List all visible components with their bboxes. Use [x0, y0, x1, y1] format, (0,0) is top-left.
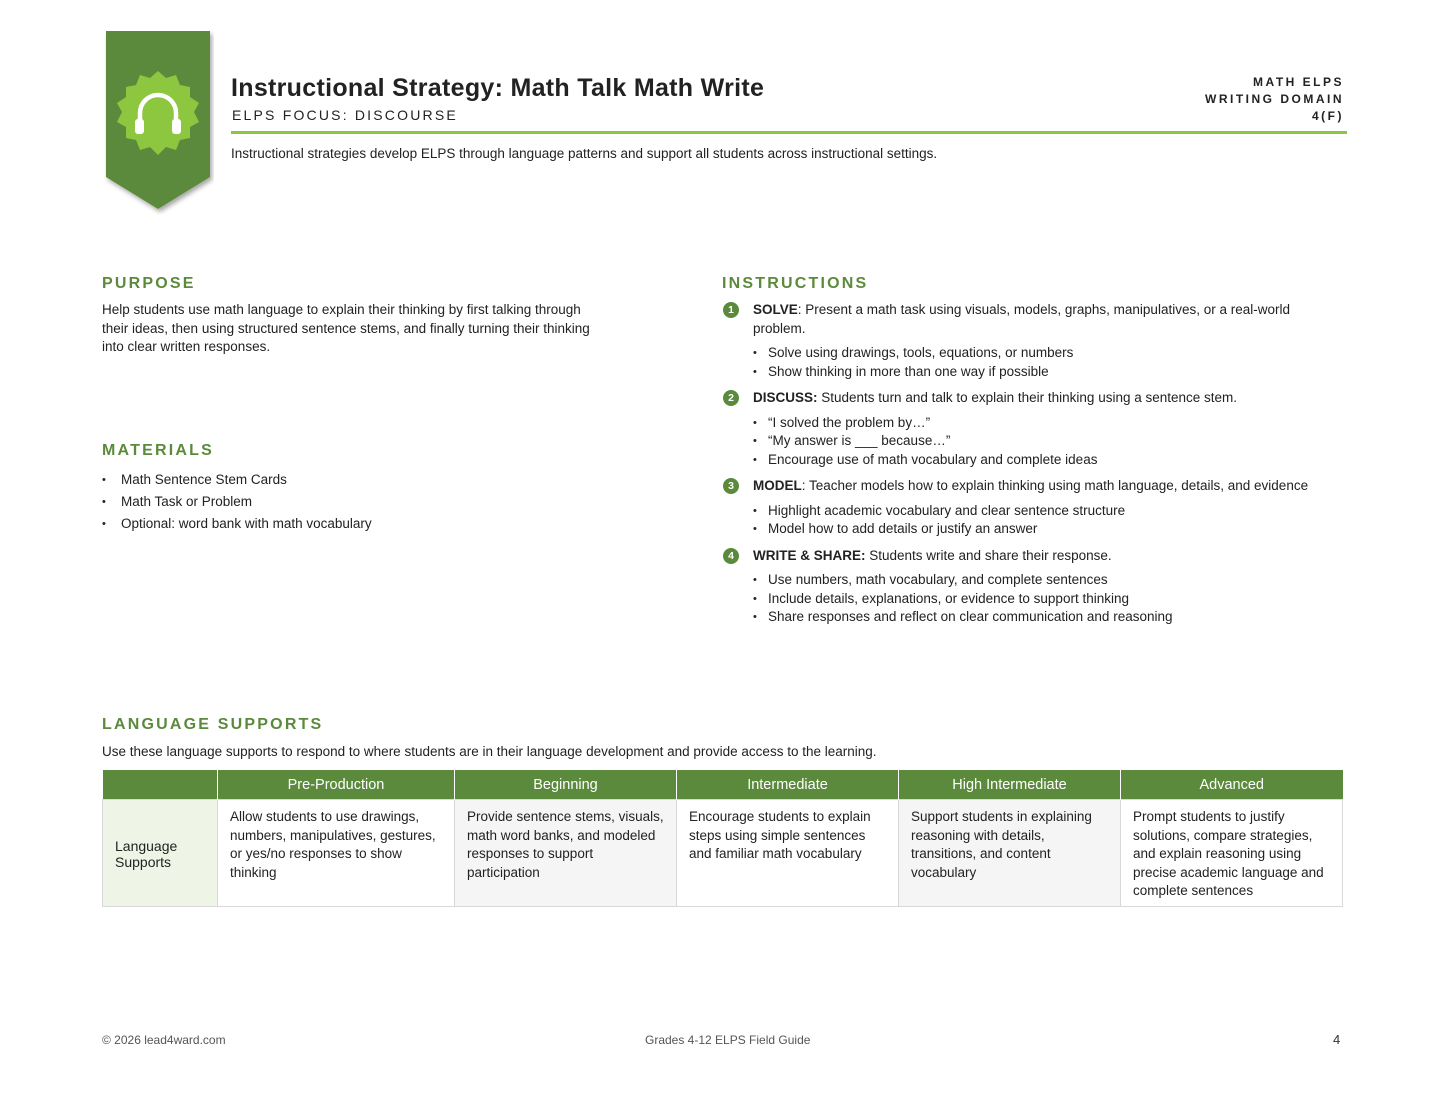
- step-bullets: [753, 344, 1342, 381]
- step-description: Students turn and talk to explain their thinking using a sentence stem.: [817, 390, 1238, 405]
- list-item: • Highlight academic vocabulary and clear sentence structure: [753, 502, 1342, 521]
- table-cell: Support students in explaining reasoning with details, transitions, and content vocabulary: [899, 800, 1121, 907]
- step-solve: [722, 301, 1342, 381]
- intro-text: Instructional strategies develop ELPS through language patterns and support all students across instructional settings.: [231, 146, 938, 161]
- step-bullets: [753, 571, 1342, 627]
- step-bullets: [753, 502, 1342, 539]
- purpose-text: Help students use math language to explain their thinking by first talking through their ideas, then using structured sentence stems, and finally turning their thinking into clear written responses.: [102, 302, 590, 354]
- list-item: • Model how to add details or justify an answer: [753, 520, 1342, 539]
- domain-tag-line: WRITING DOMAIN: [1205, 92, 1344, 106]
- list-item: • Show thinking in more than one way if possible: [753, 363, 1342, 382]
- domain-tag: [1205, 74, 1344, 125]
- table-cell: Encourage students to explain steps using simple sentences and familiar math vocabulary: [677, 800, 899, 907]
- step-text: [753, 477, 1342, 496]
- list-item: • Share responses and reflect on clear communication and reasoning: [753, 608, 1342, 627]
- column-header: High Intermediate: [899, 770, 1121, 800]
- list-item: • Math Sentence Stem Cards: [102, 469, 372, 491]
- row-label: Language Supports: [103, 800, 218, 907]
- list-item: • Math Task or Problem: [102, 491, 372, 513]
- list-item: • Include details, explanations, or evidence to support thinking: [753, 590, 1342, 609]
- step-text: [753, 301, 1342, 338]
- domain-tag-line: 4(F): [1312, 109, 1344, 123]
- table-cell: Prompt students to justify solutions, compare strategies, and explain reasoning using precise academic language and complete sentences: [1121, 800, 1343, 907]
- step-label: SOLVE: [753, 302, 798, 317]
- column-header: Pre-Production: [218, 770, 455, 800]
- step-label: MODEL: [753, 478, 802, 493]
- step-text: [753, 547, 1342, 566]
- list-item: • Encourage use of math vocabulary and complete ideas: [753, 451, 1342, 470]
- step-label: DISCUSS:: [753, 390, 818, 405]
- guide-title: Grades 4-12 ELPS Field Guide: [645, 1033, 811, 1047]
- table-header-row: [103, 770, 1343, 800]
- materials-list: [102, 469, 372, 535]
- language-supports-heading: LANGUAGE SUPPORTS: [102, 716, 324, 733]
- table-cell: Allow students to use drawings, numbers, manipulatives, gestures, or yes/no responses to show thinking: [218, 800, 455, 907]
- purpose-heading: PURPOSE: [102, 275, 196, 292]
- elps-focus-subtitle: ELPS FOCUS: DISCOURSE: [232, 107, 458, 123]
- column-header: Advanced: [1121, 770, 1343, 800]
- language-supports-table: [102, 770, 1343, 907]
- step-discuss: [722, 389, 1342, 469]
- list-item: • Optional: word bank with math vocabulary: [102, 513, 372, 535]
- step-write-share: [722, 547, 1342, 627]
- page-title: Instructional Strategy: Math Talk Math Write: [231, 74, 765, 102]
- step-label: WRITE & SHARE:: [753, 547, 866, 563]
- table-row: [103, 800, 1343, 907]
- list-item: • Solve using drawings, tools, equations, or numbers: [753, 344, 1342, 363]
- step-model: [722, 477, 1342, 539]
- step-number-badge: 3: [723, 478, 739, 494]
- step-text: [753, 389, 1342, 408]
- materials-heading: MATERIALS: [102, 442, 214, 459]
- language-supports-text: Use these language supports to respond to where students are in their language development and provide access to the learning.: [102, 744, 877, 759]
- strategy-badge: [104, 31, 214, 215]
- step-description: Students write and share their response.: [865, 547, 1112, 563]
- list-item: • “I solved the problem by…”: [753, 414, 1342, 433]
- step-number-badge: 4: [723, 548, 739, 564]
- page-number: 4: [1333, 1032, 1341, 1047]
- step-number-badge: 2: [723, 390, 739, 406]
- instructions-heading: INSTRUCTIONS: [722, 275, 869, 292]
- instruction-steps: [722, 301, 1342, 627]
- table-cell: Provide sentence stems, visuals, math word banks, and modeled responses to support participation: [455, 800, 677, 907]
- step-description: : Teacher models how to explain thinking using math language, details, and evidence: [801, 478, 1309, 493]
- column-header: Intermediate: [677, 770, 899, 800]
- copyright: © 2026 lead4ward.com: [102, 1033, 226, 1047]
- header-divider: [231, 131, 1347, 134]
- domain-tag-line: MATH ELPS: [1253, 75, 1344, 89]
- column-header: Beginning: [455, 770, 677, 800]
- list-item: • “My answer is ___ because…”: [753, 432, 1342, 451]
- list-item: • Use numbers, math vocabulary, and complete sentences: [753, 571, 1342, 590]
- step-description: : Present a math task using visuals, models, graphs, manipulatives, or a real-world problem.: [753, 302, 1290, 336]
- step-number-badge: 1: [723, 302, 739, 318]
- step-bullets: [753, 414, 1342, 470]
- column-header: [103, 770, 218, 800]
